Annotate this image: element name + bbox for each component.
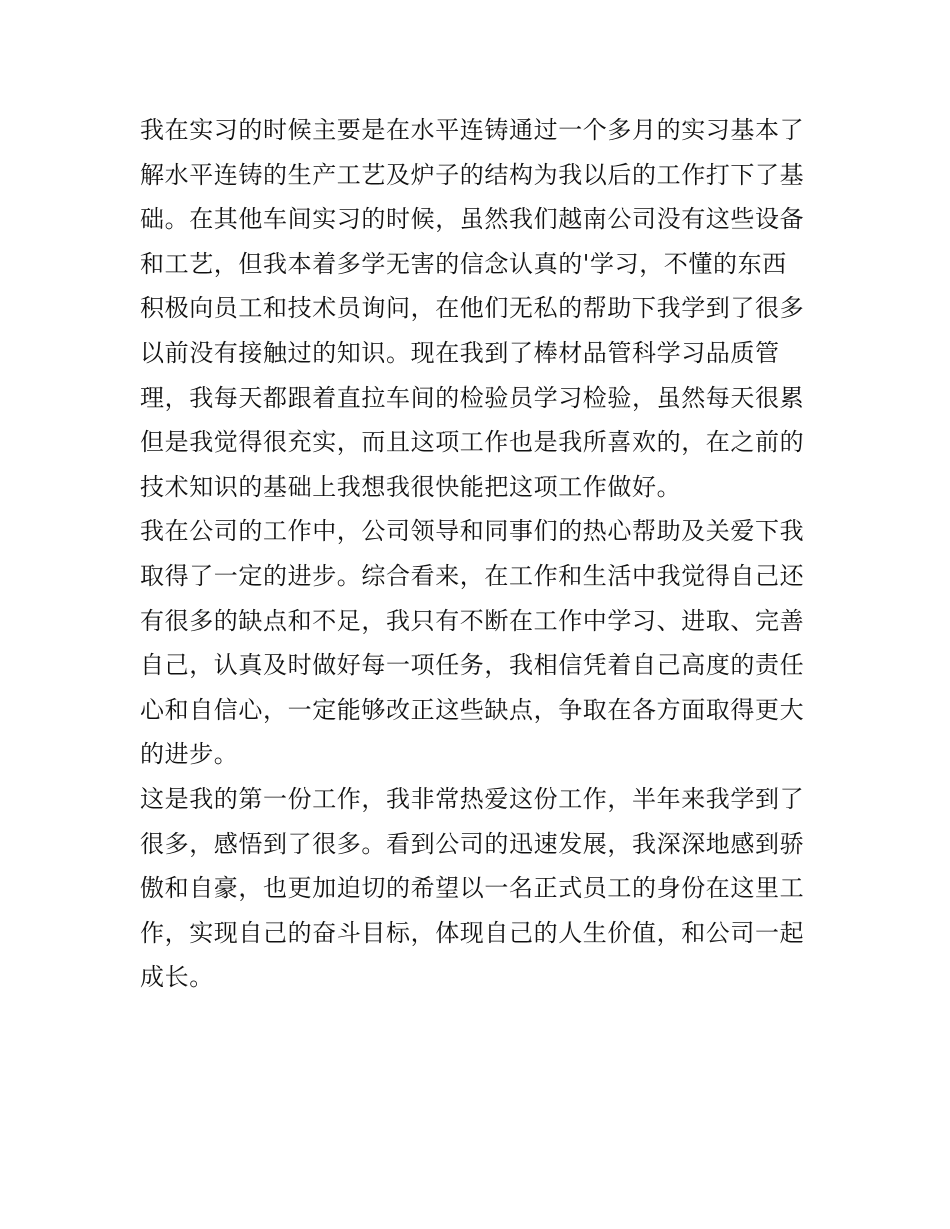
paragraph-1 (140, 108, 820, 509)
text-line: 和工艺，但我本着多学无害的信念认真的'学习，不懂的东西 (140, 249, 787, 278)
document-body (140, 108, 820, 1000)
text-line: 心和自信心，一定能够改正这些缺点，争取在各方面取得更大 (140, 695, 805, 724)
paragraph-2 (140, 509, 820, 777)
text-line: 解水平连铸的生产工艺及炉子的结构为我以后的工作打下了基 (140, 160, 805, 189)
text-line: 傲和自豪，也更加迫切的希望以一名正式员工的身份在这里工 (140, 874, 805, 903)
text-line: 技术知识的基础上我想我很快能把这项工作做好。 (140, 472, 682, 501)
text-line: 积极向员工和技术员询问，在他们无私的帮助下我学到了很多 (140, 294, 805, 323)
text-line: 我在公司的工作中，公司领导和同事们的热心帮助及关爱下我 (140, 517, 805, 546)
text-line: 础。在其他车间实习的时候，虽然我们越南公司没有这些设备 (140, 205, 805, 234)
text-line: 但是我觉得很充实，而且这项工作也是我所喜欢的，在之前的 (140, 428, 805, 457)
text-line: 作，实现自己的奋斗目标，体现自己的人生价值，和公司一起 (140, 918, 805, 947)
text-line: 这是我的第一份工作，我非常热爱这份工作，半年来我学到了 (140, 784, 805, 813)
text-line: 取得了一定的进步。综合看来，在工作和生活中我觉得自己还 (140, 561, 805, 590)
text-line: 有很多的缺点和不足，我只有不断在工作中学习、进取、完善 (140, 606, 805, 635)
text-line: 成长。 (140, 963, 214, 992)
text-line: 理，我每天都跟着直拉车间的检验员学习检验，虽然每天很累 (140, 383, 805, 412)
paragraph-3 (140, 777, 820, 1000)
text-line: 的进步。 (140, 740, 239, 769)
text-line: 很多，感悟到了很多。看到公司的迅速发展，我深深地感到骄 (140, 829, 805, 858)
text-line: 我在实习的时候主要是在水平连铸通过一个多月的实习基本了 (140, 116, 805, 144)
text-line: 以前没有接触过的知识。现在我到了棒材品管科学习品质管 (140, 338, 780, 367)
text-line: 自己，认真及时做好每一项任务，我相信凭着自己高度的责任 (140, 651, 805, 680)
